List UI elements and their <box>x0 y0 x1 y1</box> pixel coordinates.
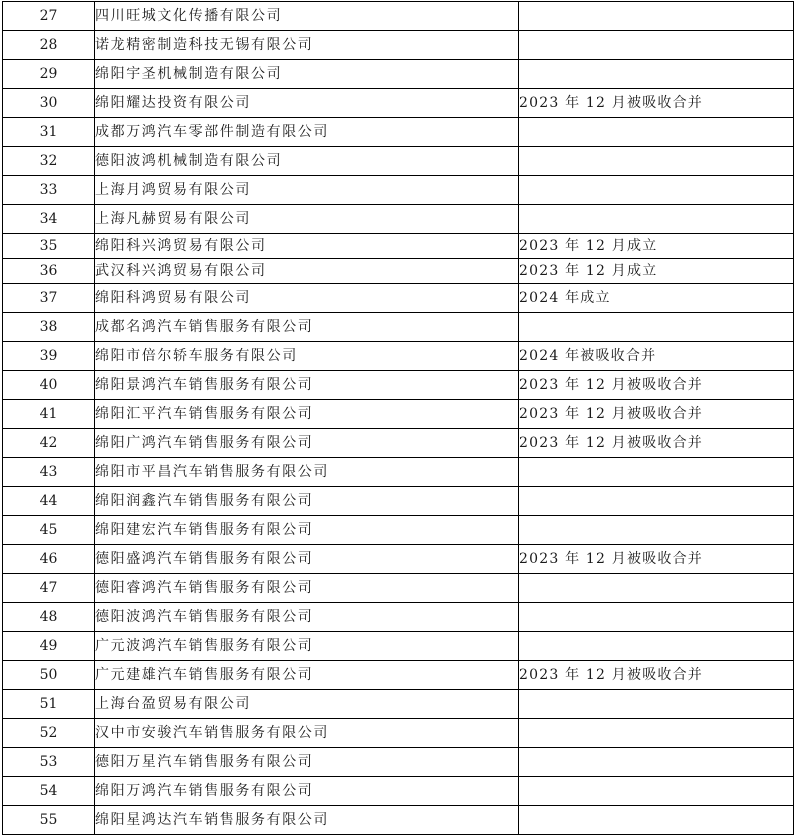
company-name: 绵阳汇平汽车销售服务有限公司 <box>95 400 519 429</box>
table-row <box>3 31 794 60</box>
row-note: 2023 年 12 月成立 <box>519 234 794 259</box>
table-row <box>3 632 794 661</box>
row-number: 38 <box>3 313 95 342</box>
table-row <box>3 603 794 632</box>
company-name: 绵阳宇圣机械制造有限公司 <box>95 60 519 89</box>
row-note: 2023 年 12 月被吸收合并 <box>519 371 794 400</box>
row-number: 55 <box>3 806 95 835</box>
row-note <box>519 458 794 487</box>
row-number: 35 <box>3 234 95 259</box>
row-note <box>519 31 794 60</box>
table-row <box>3 574 794 603</box>
row-number: 52 <box>3 719 95 748</box>
row-number: 28 <box>3 31 95 60</box>
row-number: 29 <box>3 60 95 89</box>
company-name: 绵阳耀达投资有限公司 <box>95 89 519 118</box>
row-note <box>519 487 794 516</box>
row-number: 43 <box>3 458 95 487</box>
row-note <box>519 2 794 31</box>
row-number: 31 <box>3 118 95 147</box>
table-row <box>3 777 794 806</box>
company-name: 绵阳市倍尔轿车服务有限公司 <box>95 342 519 371</box>
company-name: 绵阳科鸿贸易有限公司 <box>95 284 519 313</box>
table-row <box>3 259 794 284</box>
row-number: 32 <box>3 147 95 176</box>
company-name: 德阳波鸿机械制造有限公司 <box>95 147 519 176</box>
company-name: 绵阳建宏汽车销售服务有限公司 <box>95 516 519 545</box>
table-row <box>3 458 794 487</box>
table-row <box>3 429 794 458</box>
company-name: 绵阳万鸿汽车销售服务有限公司 <box>95 777 519 806</box>
row-note <box>519 205 794 234</box>
company-name: 成都名鸿汽车销售服务有限公司 <box>95 313 519 342</box>
table-row <box>3 284 794 313</box>
table-row <box>3 342 794 371</box>
company-table-body <box>3 2 794 835</box>
company-name: 德阳万星汽车销售服务有限公司 <box>95 748 519 777</box>
row-number: 27 <box>3 2 95 31</box>
row-number: 45 <box>3 516 95 545</box>
row-number: 49 <box>3 632 95 661</box>
company-name: 武汉科兴鸿贸易有限公司 <box>95 259 519 284</box>
company-name: 德阳睿鸿汽车销售服务有限公司 <box>95 574 519 603</box>
row-number: 46 <box>3 545 95 574</box>
row-note <box>519 806 794 835</box>
row-note <box>519 690 794 719</box>
row-note: 2023 年 12 月成立 <box>519 259 794 284</box>
table-row <box>3 516 794 545</box>
row-note <box>519 574 794 603</box>
company-name: 四川旺城文化传播有限公司 <box>95 2 519 31</box>
row-number: 40 <box>3 371 95 400</box>
row-number: 44 <box>3 487 95 516</box>
row-note <box>519 719 794 748</box>
company-name: 广元建雄汽车销售服务有限公司 <box>95 661 519 690</box>
company-name: 成都万鸿汽车零部件制造有限公司 <box>95 118 519 147</box>
row-number: 53 <box>3 748 95 777</box>
table-row <box>3 313 794 342</box>
row-note: 2023 年 12 月被吸收合并 <box>519 429 794 458</box>
table-row <box>3 147 794 176</box>
row-note <box>519 777 794 806</box>
row-number: 36 <box>3 259 95 284</box>
row-number: 42 <box>3 429 95 458</box>
row-note <box>519 118 794 147</box>
table-row <box>3 205 794 234</box>
table-row <box>3 60 794 89</box>
table-row <box>3 719 794 748</box>
row-note <box>519 176 794 205</box>
company-name: 绵阳润鑫汽车销售服务有限公司 <box>95 487 519 516</box>
row-number: 33 <box>3 176 95 205</box>
table-row <box>3 118 794 147</box>
table-row <box>3 487 794 516</box>
table-row <box>3 176 794 205</box>
row-note: 2024 年成立 <box>519 284 794 313</box>
row-note: 2023 年 12 月被吸收合并 <box>519 545 794 574</box>
row-number: 47 <box>3 574 95 603</box>
row-number: 39 <box>3 342 95 371</box>
company-name: 绵阳景鸿汽车销售服务有限公司 <box>95 371 519 400</box>
row-number: 51 <box>3 690 95 719</box>
company-name: 德阳波鸿汽车销售服务有限公司 <box>95 603 519 632</box>
table-row <box>3 371 794 400</box>
row-note: 2023 年 12 月被吸收合并 <box>519 400 794 429</box>
company-name: 绵阳星鸿达汽车销售服务有限公司 <box>95 806 519 835</box>
table-row <box>3 89 794 118</box>
table-row <box>3 661 794 690</box>
company-name: 绵阳科兴鸿贸易有限公司 <box>95 234 519 259</box>
company-name: 诺龙精密制造科技无锡有限公司 <box>95 31 519 60</box>
company-name: 绵阳广鸿汽车销售服务有限公司 <box>95 429 519 458</box>
table-row <box>3 690 794 719</box>
table-row <box>3 806 794 835</box>
table-row <box>3 2 794 31</box>
row-note <box>519 632 794 661</box>
row-note <box>519 147 794 176</box>
company-name: 绵阳市平昌汽车销售服务有限公司 <box>95 458 519 487</box>
row-number: 50 <box>3 661 95 690</box>
company-name: 德阳盛鸿汽车销售服务有限公司 <box>95 545 519 574</box>
company-name: 上海台盈贸易有限公司 <box>95 690 519 719</box>
row-note: 2023 年 12 月被吸收合并 <box>519 661 794 690</box>
table-row <box>3 234 794 259</box>
table-row <box>3 400 794 429</box>
row-number: 30 <box>3 89 95 118</box>
row-note <box>519 516 794 545</box>
row-note <box>519 603 794 632</box>
row-note <box>519 748 794 777</box>
row-number: 48 <box>3 603 95 632</box>
company-table <box>2 1 794 835</box>
row-note <box>519 60 794 89</box>
table-row <box>3 748 794 777</box>
company-name: 上海凡赫贸易有限公司 <box>95 205 519 234</box>
company-name: 广元波鸿汽车销售服务有限公司 <box>95 632 519 661</box>
row-note: 2024 年被吸收合并 <box>519 342 794 371</box>
company-name: 汉中市安骏汽车销售服务有限公司 <box>95 719 519 748</box>
row-note <box>519 313 794 342</box>
row-note: 2023 年 12 月被吸收合并 <box>519 89 794 118</box>
row-number: 34 <box>3 205 95 234</box>
row-number: 54 <box>3 777 95 806</box>
row-number: 37 <box>3 284 95 313</box>
table-row <box>3 545 794 574</box>
company-name: 上海月鸿贸易有限公司 <box>95 176 519 205</box>
row-number: 41 <box>3 400 95 429</box>
